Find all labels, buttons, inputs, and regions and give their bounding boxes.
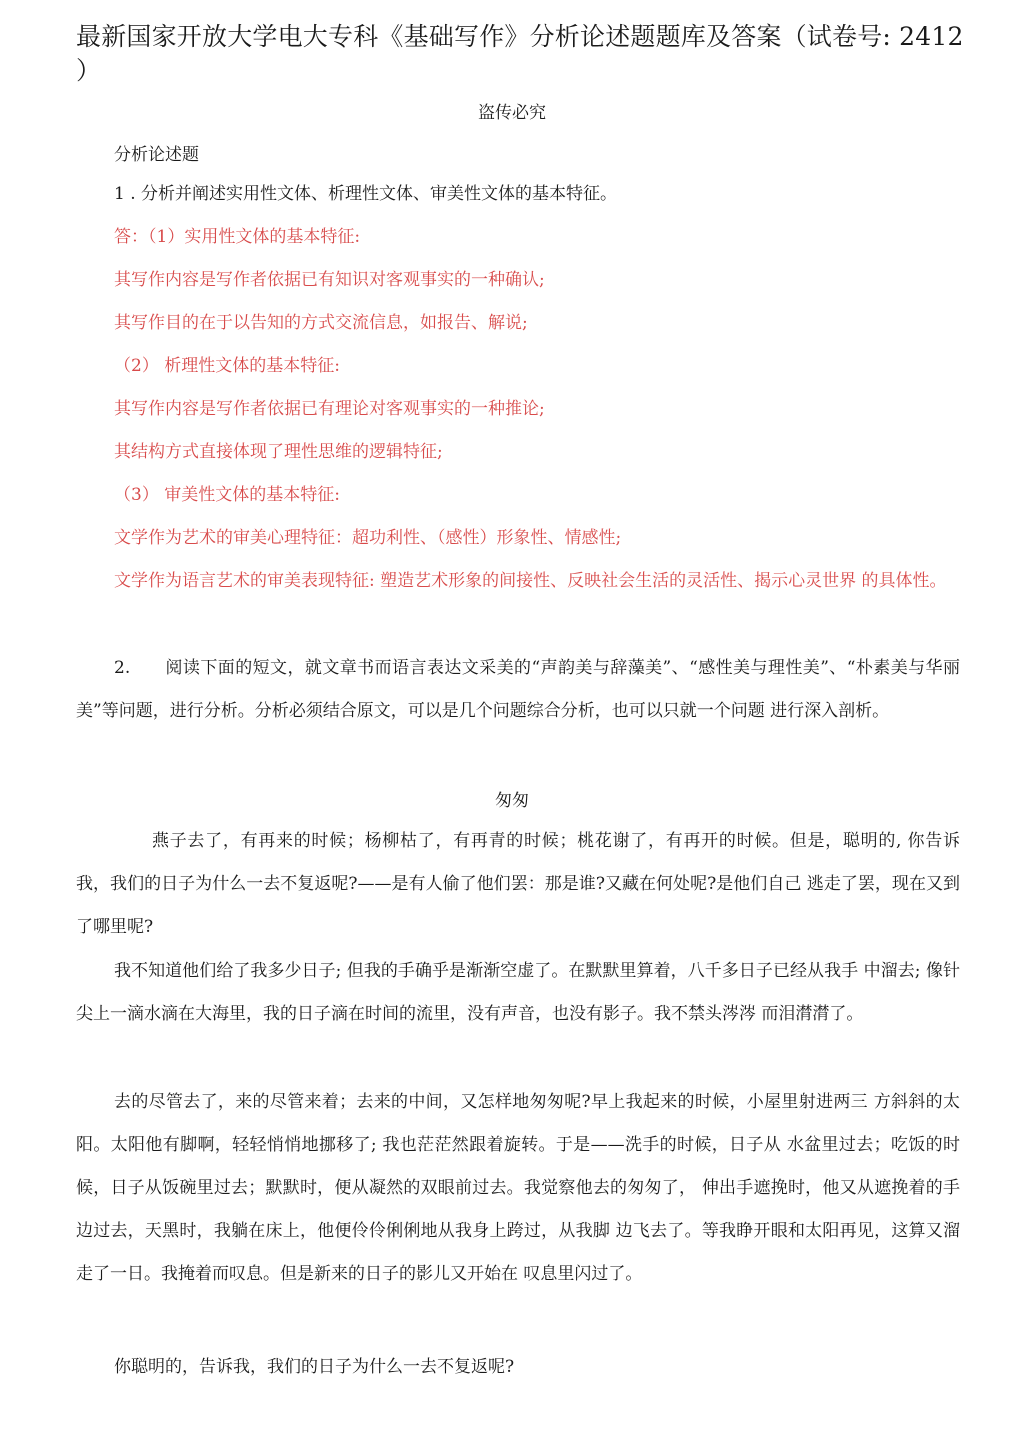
- essay-paragraph-1: 燕子去了，有再来的时候；杨柳枯了，有再青的时候；桃花谢了，有再开的时候。但是，聪明的, 你告诉我，我们的日子为什么一去不复返呢?——是有人偷了他们罢：那是谁?又藏在何处呢?是他们自己 逃走了罢，现在又到了哪里呢?: [76, 831, 960, 937]
- copyright-notice: 盗传必究: [478, 103, 546, 123]
- section-heading: 分析论述题: [114, 145, 199, 165]
- question-1: 1 . 分析并阐述实用性文体、析理性文体、审美性文体的基本特征。: [114, 184, 618, 204]
- answer-3-line-1: 文学作为艺术的审美心理特征：超功利性、（感性）形象性、情感性;: [114, 528, 622, 548]
- question-2: 2. 阅读下面的短文，就文章书而语言表达文采美的“声韵美与辞藻美”、“感性美与理性美”、“朴素美与华丽美”等问题，进行分析。分析必须结合原文，可以是几个问题综合分析，也可以只就一个问题 进行深入剖析。: [76, 658, 960, 721]
- document-title: 最新国家开放大学电大专科《基础写作》分析论述题题库及答案（试卷号: 2412 ）: [76, 22, 964, 85]
- answer-1-intro: 答：（1）实用性文体的基本特征:: [114, 227, 361, 247]
- answer-1-line-1: 其写作内容是写作者依据已有知识对客观事实的一种确认;: [114, 270, 545, 290]
- answer-2-heading: （2） 析理性文体的基本特征:: [114, 356, 340, 376]
- essay-paragraph-3: 去的尽管去了，来的尽管来着；去来的中间，又怎样地匆匆呢?早上我起来的时候，小屋里射进两三 方斜斜的太阳。太阳他有脚啊，轻轻悄悄地挪移了; 我也茫茫然跟着旋转。于是——洗手的时候，日子从 水盆里过去；吃饭的时候，日子从饭碗里过去；默默时，便从凝然的双眼前过去。我觉察他去的匆匆了， 伸出手遮挽时，他又从遮挽着的手边过去，天黑时，我躺在床上，他便伶伶俐俐地从我身上跨过，从我脚 边飞去了。等我睁开眼和太阳再见，这算又溜走了一日。我掩着而叹息。但是新来的日子的影儿又开始在 叹息里闪过了。: [76, 1092, 960, 1284]
- answer-2-line-2: 其结构方式直接体现了理性思维的逻辑特征;: [114, 442, 443, 462]
- answer-3-line-2: 文学作为语言艺术的审美表现特征: 塑造艺术形象的间接性、反映社会生活的灵活性、揭示心灵世界 的具体性。: [114, 571, 947, 591]
- essay-title: 匆匆: [495, 791, 529, 811]
- essay-paragraph-2: 我不知道他们给了我多少日子; 但我的手确乎是渐渐空虚了。在默默里算着，八千多日子已经从我手 中溜去; 像针尖上一滴水滴在大海里，我的日子滴在时间的流里，没有声音，也没有影子。我不禁头涔涔 而泪潸潸了。: [76, 961, 960, 1024]
- answer-2-line-1: 其写作内容是写作者依据已有理论对客观事实的一种推论;: [114, 399, 545, 419]
- answer-3-heading: （3） 审美性文体的基本特征:: [114, 485, 340, 505]
- essay-paragraph-4: 你聪明的，告诉我，我们的日子为什么一去不复返呢?: [114, 1357, 515, 1377]
- answer-1-line-2: 其写作目的在于以告知的方式交流信息，如报告、解说;: [114, 313, 528, 333]
